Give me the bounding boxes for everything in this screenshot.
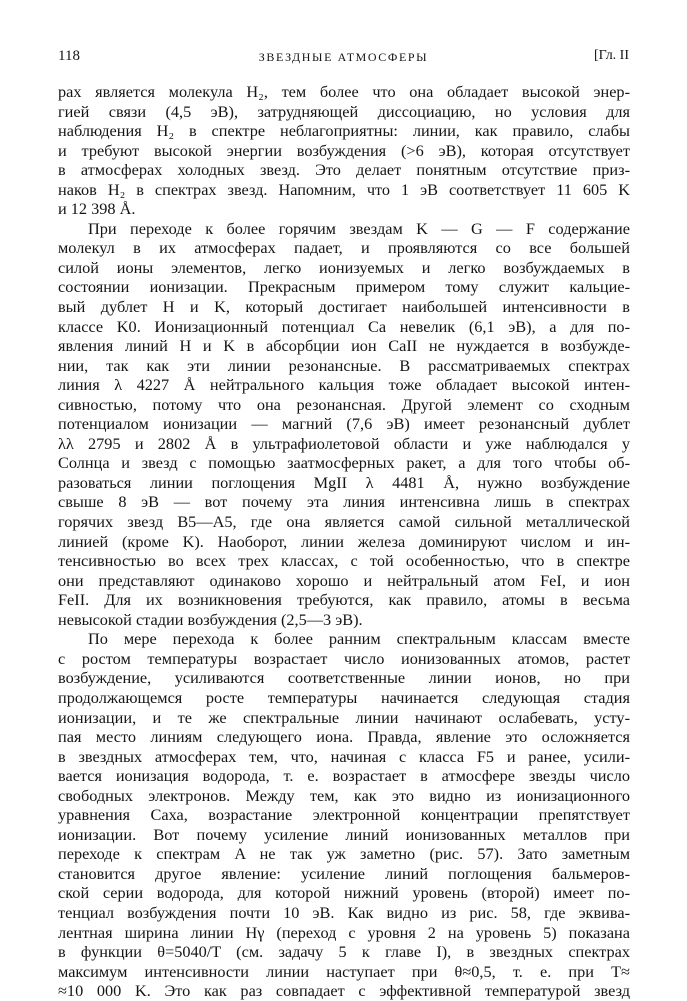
text-line: возбуждение, усиливаются соответственные линии ионов, но при <box>58 668 630 688</box>
text-line: ионизации, и те же спектральные линии начинают ослабевать, усту- <box>58 707 630 727</box>
text-line: переходе к спектрам A не так уж заметно (рис. 57). Зато заметным <box>58 844 630 864</box>
body-text <box>58 82 630 1001</box>
text-line: пая место линиям следующего иона. Правда, явление это осложняется <box>58 727 630 747</box>
text-line: наков H₂ в спектрах звезд. Напомним, что 1 эВ соответствует 11 605 K <box>58 179 630 199</box>
text-line: линия λ 4227 Å нейтрального кальция тоже обладает высокой интен- <box>58 375 630 395</box>
text-line: линией (кроме K). Наоборот, линии железа доминируют числом и ин- <box>58 531 630 551</box>
text-line: с ростом температуры возрастает число ионизованных атомов, растет <box>58 648 630 668</box>
text-line: и 12 398 Å. <box>58 199 136 219</box>
text-line: в функции θ=5040/T (см. задачу 5 к главе I), в звездных спектрах <box>58 942 630 962</box>
text-line: свыше 8 эВ — вот почему эта линия интенсивна лишь в спектрах <box>58 492 630 512</box>
text-line: молекул в их атмосферах падает, и проявляются со все большей <box>58 238 630 258</box>
text-line: свободных электронов. Между тем, как это видно из ионизационного <box>58 785 630 805</box>
text-line: тенциал возбуждения почти 10 эВ. Как видно из рис. 58, где эквива- <box>58 902 630 922</box>
text-line: Солнца и звезд с помощью заатмосферных ракет, а для того чтобы об- <box>58 453 630 473</box>
text-line: нии, так как эти линии резонансные. В рассматриваемых спектрах <box>58 355 630 375</box>
text-line: в атмосферах холодных звезд. Это делает понятным отсутствие приз- <box>58 160 630 180</box>
text-line: ской серии водорода, для которой нижний уровень (второй) имеет по- <box>58 883 630 903</box>
text-line: явления линий H и K в абсорбции ион CaII не нуждается в возбужде- <box>58 336 630 356</box>
text-line: При переходе к более горячим звездам K — G — F содержание <box>88 218 630 238</box>
page-header <box>58 48 629 70</box>
text-line: классе K0. Ионизационный потенциал Ca невелик (6,1 эВ), а для по- <box>58 316 630 336</box>
text-line: ≈10 000 K. Это как раз совпадает с эффективной температурой звезд <box>58 981 630 1001</box>
text-line: По мере перехода к более ранним спектральным классам вместе <box>88 629 630 649</box>
text-line: становится другое явление: усиление линий поглощения бальмеров- <box>58 863 630 883</box>
text-line: вается ионизация водорода, т. е. возрастает в атмосфере звезды число <box>58 766 630 786</box>
text-line: вый дублет H и K, который достигает наибольшей интенсивности в <box>58 297 630 317</box>
text-line: тенсивностью во всех трех классах, с той особенностью, что в спектре <box>58 551 630 571</box>
text-line: горячих звезд B5—A5, где она является самой сильной металлической <box>58 512 630 532</box>
text-line: рах является молекула H₂, тем более что она обладает высокой энер- <box>58 82 630 101</box>
text-line: максимум интенсивности линии наступает при θ≈0,5, т. е. при T≈ <box>58 961 630 981</box>
text-line: состоянии ионизации. Прекрасным примером тому служит кальцие- <box>58 277 630 297</box>
text-line: гией связи (4,5 эВ), затрудняющей диссоциацию, но условия для <box>58 101 630 121</box>
text-line: продолжающемся росте температуры начинается следующая стадия <box>58 687 630 707</box>
text-line: невысокой стадии возбуждения (2,5—3 эВ). <box>58 609 363 629</box>
text-line: ионизации. Вот почему усиление линий ионизованных металлов при <box>58 824 630 844</box>
text-line: потенциалом ионизации — магний (7,6 эВ) имеет резонансный дублет <box>58 414 630 434</box>
text-line: лентная ширина линии Hγ (переход с уровня 2 на уровень 5) показана <box>58 922 630 942</box>
page-number: 118 <box>58 48 80 64</box>
text-line: и требуют высокой энергии возбуждения (>6 эВ), которая отсутствует <box>58 140 630 160</box>
text-line: λλ 2795 и 2802 Å в ультрафиолетовой области и уже наблюдался у <box>58 433 630 453</box>
running-title: ЗВЕЗДНЫЕ АТМОСФЕРЫ <box>258 50 429 64</box>
text-line: наблюдения H₂ в спектре неблагоприятны: линии, как правило, слабы <box>58 121 630 141</box>
text-line: разоваться линии поглощения MgII λ 4481 Å, нужно возбуждение <box>58 472 630 492</box>
text-line: сивностью, потому что она резонансная. Другой элемент со сходным <box>58 394 630 414</box>
text-line: в звездных атмосферах тем, что, начиная с класса F5 и ранее, усили- <box>58 746 630 766</box>
text-line: FeII. Для их возникновения требуются, как правило, атомы в весьма <box>58 590 630 610</box>
text-line: уравнения Саха, возрастание электронной концентрации препятствует <box>58 805 630 825</box>
chapter-label: [Гл. II <box>593 48 629 63</box>
text-line: силой ионы элементов, легко ионизуемых и легко возбуждаемых в <box>58 257 630 277</box>
text-line: они представляют одинаково хорошо и нейтральный атом FeI, и ион <box>58 570 630 590</box>
